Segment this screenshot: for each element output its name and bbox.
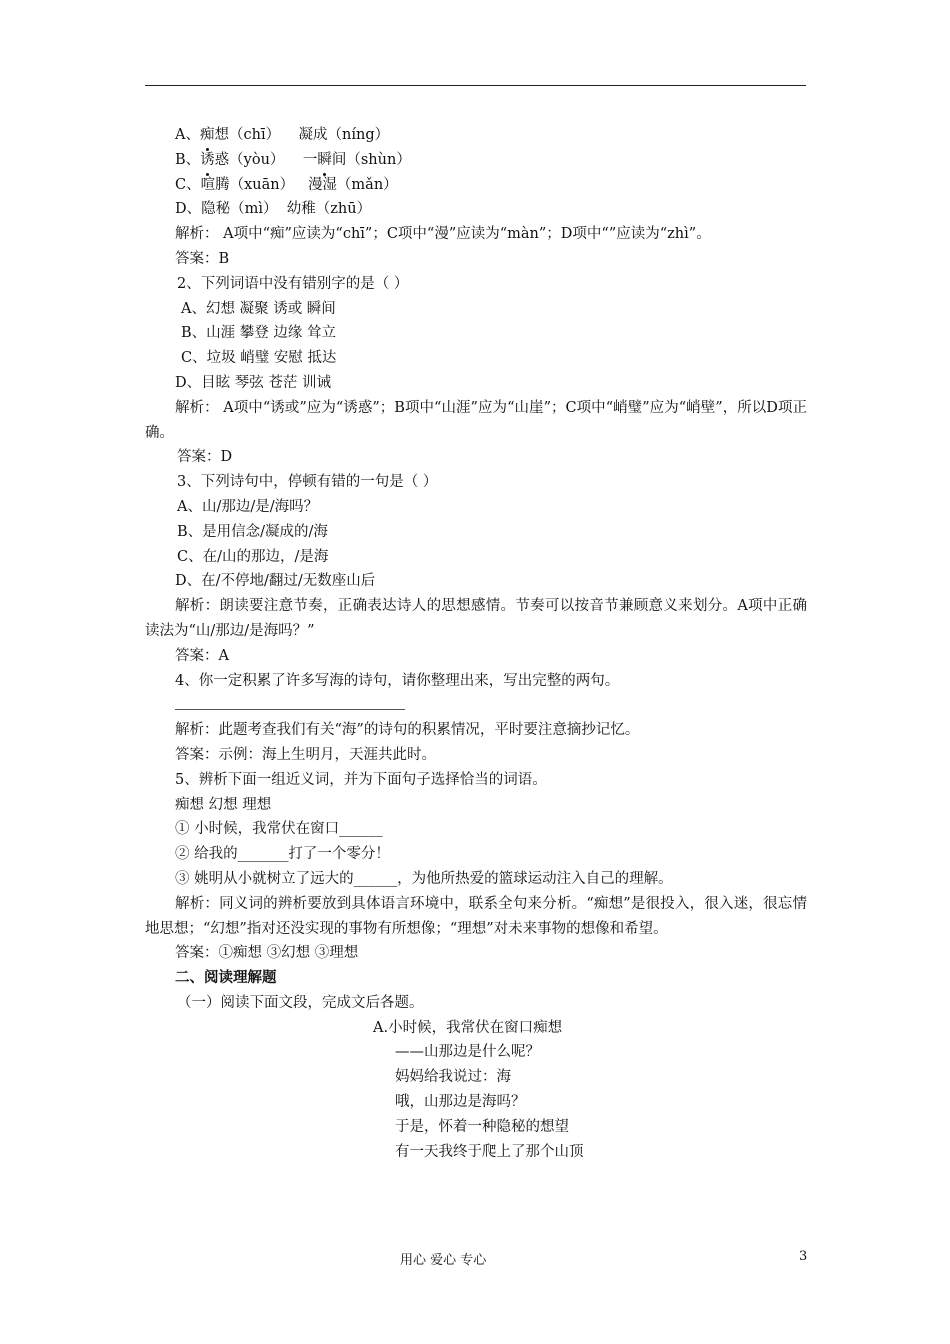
q5-words: 痴想 幻想 理想 [175, 796, 272, 813]
option-word: 喧腾（xuān） [200, 176, 295, 193]
poem-line-4: 哦，山那边是海吗？ [395, 1094, 526, 1111]
option-word: 隐秘（mì） [201, 201, 278, 218]
poem-line-1: A.小时候，我常伏在窗口痴想 [373, 1019, 563, 1036]
q1-answer: 答案：B [175, 250, 230, 267]
option-word: 凝成（níng） [298, 127, 390, 143]
q5-answer: 答案：①痴想 ③幻想 ③理想 [175, 945, 359, 962]
q1-option-c [145, 173, 807, 198]
q2-analysis: 解析： A项中“诱或”应为“诱惑”；B项中“山涯”应为“山崖”；C项中“峭璧”应为“峭壁”，所以D项正确。 [145, 399, 807, 441]
q5-analysis: 解析：同义词的辨析要放到具体语言环境中，联系全句来分析。“痴想”是很投入，很入迷，很忘情地思想；“幻想”指对还没实现的事物有所想像；“理想”对未来事物的想像和希望。 [145, 895, 807, 937]
q2-question: 2、下列词语中没有错别字的是（ ） [177, 275, 409, 292]
section-heading: 二、阅读理解题 [175, 970, 277, 987]
q2-option-a: A、幻想 凝聚 诱或 瞬间 [181, 300, 336, 317]
q2-option-b: B、山涯 攀登 边缘 耸立 [181, 325, 336, 342]
document-body [145, 123, 807, 1164]
q2-answer: 答案：D [177, 449, 233, 466]
q1-option-d [145, 197, 807, 222]
q4-answer: 答案：示例：海上生明月，天涯共此时。 [175, 746, 436, 763]
dotted-char: 诱 [200, 148, 215, 173]
option-letter: D、 [175, 201, 202, 218]
option-letter: B、 [175, 151, 201, 168]
q3-option-a: A、山/那边/是/海吗？ [177, 498, 319, 515]
q3-option-d: D、在/不停地/翻过/无数座山后 [175, 573, 376, 590]
dotted-char: 痴 [200, 123, 215, 148]
option-letter: A、 [175, 127, 200, 143]
poem-line-2: ——山那边是什么呢？ [395, 1044, 540, 1061]
q3-option-b: B、是用信念/凝成的/海 [177, 523, 328, 540]
footer-motto: 用心 爱心 专心 [400, 1253, 487, 1268]
q3-option-c: C、在/山的那边，/是海 [177, 548, 329, 565]
q4-question: 4、你一定积累了许多写海的诗句，请你整理出来，写出完整的两句。 [175, 672, 620, 689]
q2-option-c: C、垃圾 峭璧 安慰 抵达 [181, 350, 337, 367]
q4-analysis: 解析：此题考查我们有关“海”的诗句的积累情况，平时要注意摘抄记忆。 [175, 722, 640, 739]
q1-analysis: 解析： A项中“痴”应读为“chī”；C项中“漫”应读为“màn”；D项中“”应读为“zhì”。 [175, 226, 711, 243]
q5-sentence-2: ② 给我的_______打了一个零分！ [175, 846, 390, 863]
option-word: 幼稚（zhū） [286, 201, 372, 218]
q5-sentence-1: ① 小时候，我常伏在窗口______ [175, 821, 383, 838]
option-word: 漫湿（mǎn） [307, 176, 398, 193]
poem-line-6: 有一天我终于爬上了那个山顶 [395, 1143, 584, 1160]
page-number: 3 [799, 1249, 808, 1264]
q5-question: 5、辨析下面一组近义词，并为下面句子选择恰当的词语。 [175, 771, 547, 788]
section-instruction: （一）阅读下面文段，完成文后各题。 [177, 994, 424, 1011]
q5-sentence-3: ③ 姚明从小就树立了远大的______，为他所热爱的篮球运动注入自己的理解。 [175, 870, 673, 887]
poem-line-5: 于是，怀着一种隐秘的想望 [395, 1118, 569, 1135]
poem-line-3: 妈妈给我说过：海 [395, 1069, 511, 1086]
q3-analysis: 解析：朗读要注意节奏，正确表达诗人的思想感情。节奏可以按音节兼顾意义来划分。A项中正确读法为“山/那边/是海吗？” [145, 598, 807, 639]
dotted-char: 瞬 [317, 148, 332, 173]
q3-answer: 答案：A [175, 647, 229, 664]
q3-question: 3、下列诗句中，停顿有错的一句是（ ） [177, 474, 438, 491]
header-rule [145, 85, 806, 86]
answer-blank-line [175, 693, 405, 718]
option-letter: C、 [175, 176, 201, 193]
q1-option-b: B、诱惑（yòu） 一瞬间（shùn） [145, 148, 807, 173]
q1-option-a: A、痴想（chī） 凝成（níng） [145, 123, 807, 148]
q2-option-d: D、目眩 琴弦 苍茫 训诫 [175, 374, 331, 391]
